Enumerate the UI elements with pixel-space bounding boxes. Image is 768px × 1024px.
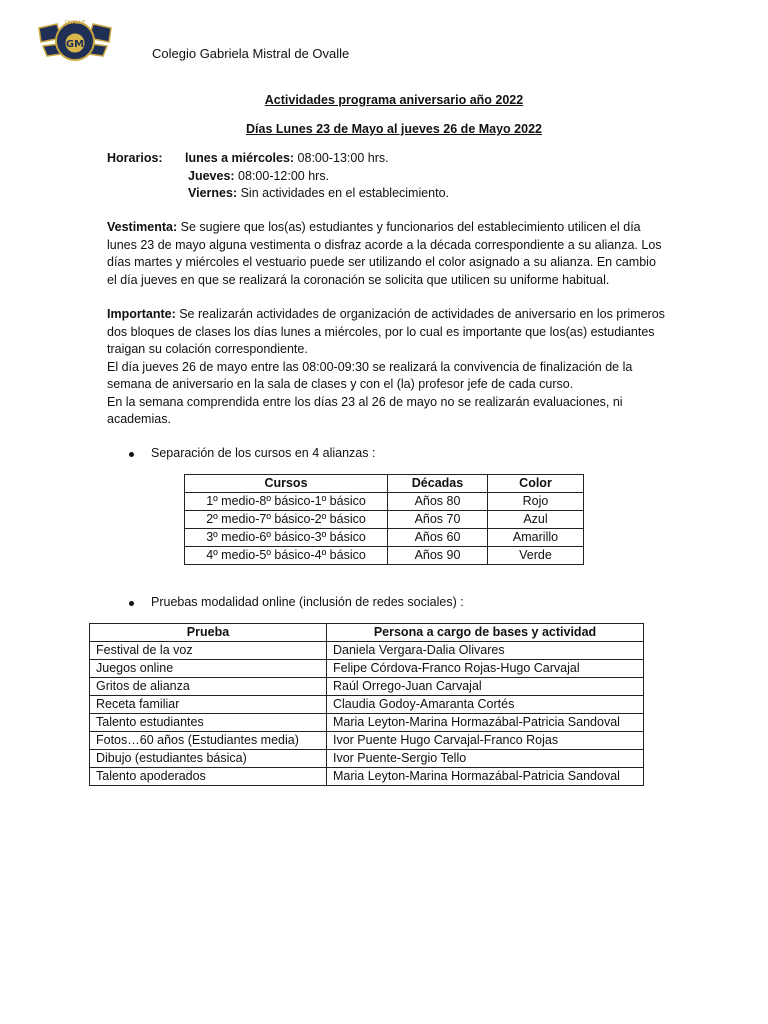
- svg-text:OVALLE: OVALLE: [64, 20, 86, 26]
- bullet-icon: [129, 601, 134, 606]
- table-row: Talento apoderados Maria Leyton-Marina Hormazábal-Patricia Sandoval: [90, 768, 644, 786]
- table-row: Receta familiar Claudia Godoy-Amaranta Cortés: [90, 696, 644, 714]
- table-row: 1º medio-8º básico-1º básico Años 80 Rojo: [185, 493, 584, 511]
- schedule-row: Jueves: 08:00-12:00 hrs.: [188, 168, 330, 183]
- table-row: 4º medio-5º básico-4º básico Años 90 Verde: [185, 547, 584, 565]
- table-row: Gritos de alianza Raúl Orrego-Juan Carvajal: [90, 678, 644, 696]
- svg-text:GM: GM: [65, 39, 85, 50]
- date-range-title: Días Lunes 23 de Mayo al jueves 26 de Mayo 2022: [246, 122, 542, 136]
- bullet-icon: [129, 452, 134, 457]
- schedule-row: Viernes: Sin actividades en el establecimiento.: [188, 186, 450, 200]
- table-row: Fotos…60 años (Estudiantes media) Ivor Puente Hugo Carvajal-Franco Rojas: [90, 732, 644, 750]
- table-row: Talento estudiantes Maria Leyton-Marina Hormazábal-Patricia Sandoval: [90, 714, 644, 732]
- table-row: Festival de la voz Daniela Vergara-Dalia Olivares: [90, 642, 644, 660]
- document-title: Actividades programa aniversario año 2022: [264, 93, 524, 107]
- schedule-label: Horarios:: [107, 151, 163, 165]
- table-row: Juegos online Felipe Córdova-Franco Rojas-Hugo Carvajal: [90, 660, 644, 678]
- table-row: 3º medio-6º básico-3º básico Años 60 Amarillo: [185, 529, 584, 547]
- alliances-table: [184, 474, 584, 565]
- school-logo: [37, 16, 113, 64]
- table-header-row: Prueba Persona a cargo de bases y actividad: [90, 624, 644, 642]
- table-header-row: Cursos Décadas Color: [185, 475, 584, 493]
- schedule-row: lunes a miércoles: 08:00-13:00 hrs.: [185, 151, 389, 165]
- important-paragraph: Importante: Se realizarán actividades de organización de actividades de aniversario en los primeros dos bloques de clases los días lunes a miércoles, por lo cual es importante que los(as) estudiantes traigan su colación correspondiente. El día jueves 26 de mayo entre las 08:00-09:30 se realizará la convivencia de finalización de la semana de aniversario en la sala de clases y con el (la) profesor jefe de cada curso. En la semana comprendida entre los días 23 al 26 de mayo no se realizarán evaluaciones, ni academias.: [107, 306, 667, 429]
- clothing-paragraph: Vestimenta: Se sugiere que los(as) estudiantes y funcionarios del establecimiento utilicen el día lunes 23 de mayo alguna vestimenta o disfraz acorde a la década correspondiente a su alianza. Los días martes y miércoles el vestuario puede ser utilizando el color asignado a su alianza. En cambio el día jueves en que se realizará la coronación se solicita que utilicen su uniforme habitual.: [107, 220, 662, 287]
- evaluations-paragraph: En la semana comprendida entre los días 23 al 26 de mayo no se realizarán evaluaciones, ni academias.: [107, 394, 623, 426]
- table-row: Dibujo (estudiantes básica) Ivor Puente-Sergio Tello: [90, 750, 644, 768]
- school-name: Colegio Gabriela Mistral de Ovalle: [152, 46, 350, 61]
- table-row: 2º medio-7º básico-2º básico Años 70 Azul: [185, 511, 584, 529]
- tests-table: [89, 623, 644, 786]
- closing-event-paragraph: El día jueves 26 de mayo entre las 08:00-09:30 se realizará la convivencia de finalización de la semana de aniversario en la sala de clases y con el (la) profesor jefe de cada curso.: [107, 359, 633, 391]
